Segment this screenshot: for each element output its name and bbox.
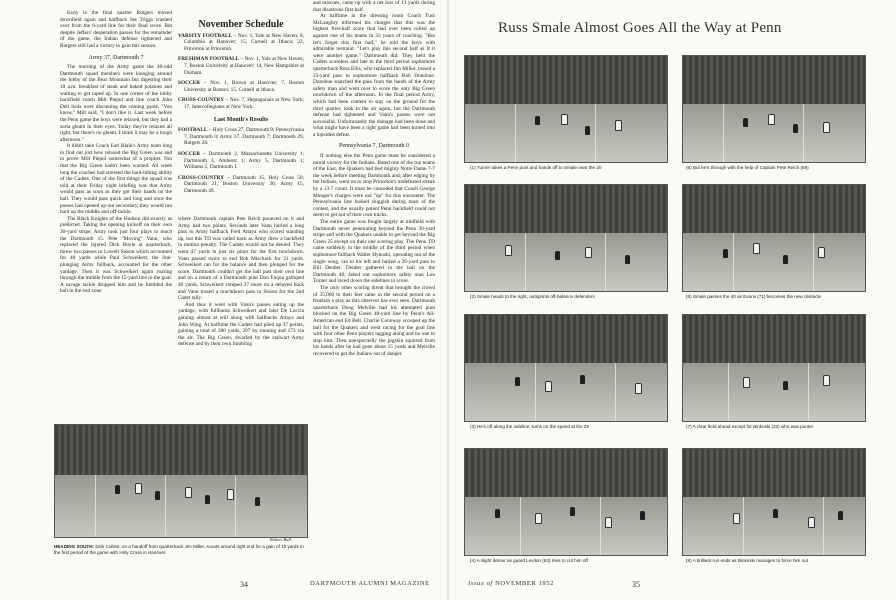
schedule-item: FRESHMAN FOOTBALL – Nov. 1, Yale at New Haven; 7, Boston University at Hanover; 14, New Hampshire at Durham. bbox=[178, 56, 304, 76]
photo-3 bbox=[464, 314, 668, 422]
caption-4: (4) A slight detour as guard Leviton (63) tries to cut him off bbox=[470, 558, 588, 563]
photo-5 bbox=[682, 55, 866, 163]
photo-heading-south bbox=[54, 424, 308, 538]
left-column-1 bbox=[60, 10, 172, 295]
page-number-left: 34 bbox=[240, 580, 248, 589]
photo-credit: Robert Bull bbox=[270, 537, 291, 542]
para-army-2: It didn't take Coach Earl Blaik's Army team long to find out just how relaxed the Big Green was and to prove Milt Piepul somewhat of a prophet. Not that the Big Green hadn't been warned. All week long the coaches had stressed the hard-hitting ability of the Cadets. One of the first things the squad was told at their Friday night briefing was that Army would pass as soon as they got their hands on the ball. They would pass quick and long and once the passes had opened up our secondary, they would run hard up the middle and off-tackle. bbox=[60, 143, 172, 216]
photo-2 bbox=[464, 184, 668, 292]
schedule-heading: November Schedule bbox=[198, 19, 284, 30]
para-col2-b: And thus it went with Vann's passes eating up the yardage, with fullbacks Schweikert and later De Luccia gaining almost at will along with halfbacks Attaya and John Wing. At halftime the Cadets had piled up 37 points, gaining a total of 380 yards, 207 by running and 173 via the air. The Big Green, dwarfed by the stalwart Army defense and by their own fumbling bbox=[178, 301, 304, 348]
para-army-1: The morning of the Army game the 40-odd Dartmouth squad members were lounging around the lobby of the Bear Mountain Inn digesting their 10 a.m. breakfast of steak and baked potatoes and waiting to get taped up. In one corner of the lobby backfield coach Milt Piepul and line coach John Dell Isola were discussing the coming game. "You know," Milt said, "I don't like it. Last week before the Penn game the boys were relaxed, but they had a sorta gleam in their eyes. Today they're relaxed all right, but there's no gleam. I think it may be a tough afternoon." bbox=[60, 64, 172, 143]
para-penn-3: The only other scoring threat that brought the crowd of 35,000 to their feet came in the second period on a freakish a play as this observer has ever seen. Dartmouth quarterback Doug Melville had his attempted punt blocked on the Big Green 40-yard line by Penn's All-American end Ed Bell. Charlie Conoway scooped up the ball for the Quakers and went racing for the goal line with four other Penn players tagging along and no one to stop him. Then unexpectedly the pigskin squirted from his hands after he had gone about 15 yards and Melville recovered to get the Indians out of danger. bbox=[313, 284, 435, 357]
caption-5: (5) But he's through with the help of Captain Pete Reich (69) bbox=[686, 165, 809, 170]
caption-2: (2) Smale heads to the right, outsprints off-balance defenders bbox=[470, 294, 595, 299]
para-rutgers-end: Early in the final quarter Rutgers moved downfield again and halfback Joe Triggs crashed over from the 6-yard line for their final score. But despite Jeffers' desperation passes for the remainder of the game, the Indian defense tightened and Rutgers still had a victory to gain this season. bbox=[60, 10, 172, 49]
caption-3: (3) He's off along the sideline, turns on the speed at the 25 bbox=[470, 424, 590, 429]
results-heading: Last Month's Results bbox=[213, 116, 269, 123]
photo-caption: HEADING SOUTH: Dick Collins, on a handoff from quarterback Jim Miller, scoots around right end for a gain of 19 yards in the first period of the game with Holy Cross in Hanover. bbox=[54, 544, 304, 555]
para-penn-1: If nothing else the Penn game must be considered a moral victory for the Indians. Rated one of the top teams of the East, the Quakers had tied mighty Notre Dame 7-7 the week before meeting Dartmouth and, after edging by the Indians, went on to stop Princeton's undefeated streak by a 13-7 count. It must be conceded that Coach George Munger's charges were not "up" for this encounter. The Pennsylvania line looked sluggish during most of the contest, and the usually potent Penn backfield could not seem to get out of their own tracks. bbox=[313, 153, 435, 219]
para-army-3: The Black Knights of the Hudson did exactly as predicted. Taking the opening kickoff on their own 30-yard stripe, Army took just four plays to reach the Dartmouth 15. Pete "Moving" Vann, who replaced the injured Dick Boyle at quarterback, threw two passes to Lowell Sisson which accounted for 40 yards while Paul Schweikert, the line-plunging Army fullback, accounted for the other yardage. Then it was Schweikert again roaring through the middle from the 15-yard line to the goal. A savage tackle dropped him and he fumbled the ball in the end zone bbox=[60, 215, 172, 295]
para-col3-2: At halftime in the dressing room Coach Tuss McLaughry informed his charges that this was the highest first-half score that had ever been rolled up against one of his teams in 33 years of coaching. "But let's forget this first half," he told the boys with admirable restraint. "Let's play this second half as if it were another game." Dartmouth did. They held the Cadets scoreless and late in the third period sophomore quarterback Ross Ellis, who replaced Jim Miller, tossed a 23-yard pass to sophomore halfback Bob Donohue. Donohue snatched the pass from the hands of the Army safety man and went over to score the only Big Green touchdown of the afternoon. In the final period Army, which had been content to stay on the ground for the third quarter, took to the air again, but the Dartmouth defense had tightened and Vann's passes were not successful. Unfortunately the damage had been done and what might have been a tight game had been turned into a lopsided defeat. bbox=[313, 13, 435, 138]
schedule-item: CROSS-COUNTRY – Nov. 7, Heptagonals at New York; 17, Intercollegiates at New York. bbox=[178, 97, 304, 110]
caption-8: (8) A brilliant run ends as Binkoski manages to force him out bbox=[686, 558, 809, 563]
left-column-3 bbox=[313, 0, 435, 357]
photo-8 bbox=[682, 448, 866, 556]
heading-army: Army 37, Dartmouth 7 bbox=[88, 54, 144, 61]
result-item: CROSS-COUNTRY – Dartmouth 15, Holy Cross 50; Dartmouth 21, Boston University 36; Army 15, Dartmouth 49. bbox=[178, 174, 304, 194]
result-item: FOOTBALL – Holy Cross 27, Dartmouth 9; Pennsylvania 7, Dartmouth 0; Army 37, Dartmouth 7; Dartmouth 29, Rutgers 20. bbox=[178, 127, 304, 147]
caption-7: (7) A clear field ahead except for Binkoski (22) who was punter bbox=[686, 424, 814, 429]
november-schedule bbox=[178, 19, 305, 198]
photo-7 bbox=[682, 314, 866, 422]
heading-penn: Pennsylvania 7, Dartmouth 0 bbox=[339, 143, 409, 150]
caption-1: (1) Turner takes a Penn punt and hands off to Smale near the 20 bbox=[470, 165, 602, 170]
para-col2: where Dartmouth captain Pete Reich pounced on it and Army had two points. Seconds later Vann hurled a long pass to Army halfback Fred Attaya who scored standing up, but this TD was called back as Army drew a backfield in motion penalty. The Cadets would not be denied. They went 47 yards in just six plays for the first touchdown. Vann passed twice to end Bob Mischack for 31 yards. Schweikert ran for the balance and then plunged for the score. Dartmouth couldn't get the ball past their own line and on a return of a Dartmouth punt Don Fuqua galloped 40 yards, Schweikert romped 27 more on a delayed buck and Vann tossed a touchdown pass to Sisson for the 2nd Cadet tally. bbox=[178, 216, 304, 302]
page-gutter bbox=[447, 0, 449, 600]
photo-4 bbox=[464, 448, 668, 556]
para-penn-2: The entire game was fought largely at midfield with Dartmouth never penetrating beyond the Penn 30-yard stripe and with the Quakers unable to get beyond the Big Green 25 except on their one scoring play. The Penn TD came suddenly in the middle of the third period when sophomore fullback Walter Hynoski, operating out of the single wing, ran to his left and hurled a 26-yard pass to Bill Deuber. Deuber gathered in the ball on the Dartmouth 40, faked out sophomore safety man Lou Turner and raced down the sidelines to score. bbox=[313, 219, 435, 285]
magazine-name: DARTMOUTH ALUMNI MAGAZINE bbox=[310, 580, 430, 587]
schedule-item: SOCCER – Nov. 1, Brown at Hanover; 7, Boston University at Boston; 15, Cornell at Ithaca. bbox=[178, 80, 304, 93]
page-number-right: 35 bbox=[632, 580, 640, 589]
article-title: Russ Smale Almost Goes All the Way at Penn bbox=[498, 20, 782, 36]
para-col3-1: and miscues, came up with a net loss of 13 yards during that disastrous first half. bbox=[313, 0, 435, 13]
photo-6 bbox=[682, 184, 866, 292]
photo-1 bbox=[464, 55, 668, 163]
left-column-2 bbox=[178, 216, 304, 348]
caption-6: (6) Smale passes the 40 as Evans (71) becomes the new obstacle bbox=[686, 294, 822, 299]
result-item: SOCCER – Dartmouth 2, Massachusetts University 1; Dartmouth 3, Amherst 1; Army 5, Dartmouth 1; Williams 2, Dartmouth 1. bbox=[178, 150, 304, 171]
schedule-item: VARSITY FOOTBALL – Nov. 1, Yale at New Haven; 8, Columbia at Hanover; 15, Cornell at Ithaca; 22, Princeton at Princeton. bbox=[178, 32, 305, 52]
issue-label: Issue of NOVEMBER 1952 bbox=[468, 580, 554, 587]
